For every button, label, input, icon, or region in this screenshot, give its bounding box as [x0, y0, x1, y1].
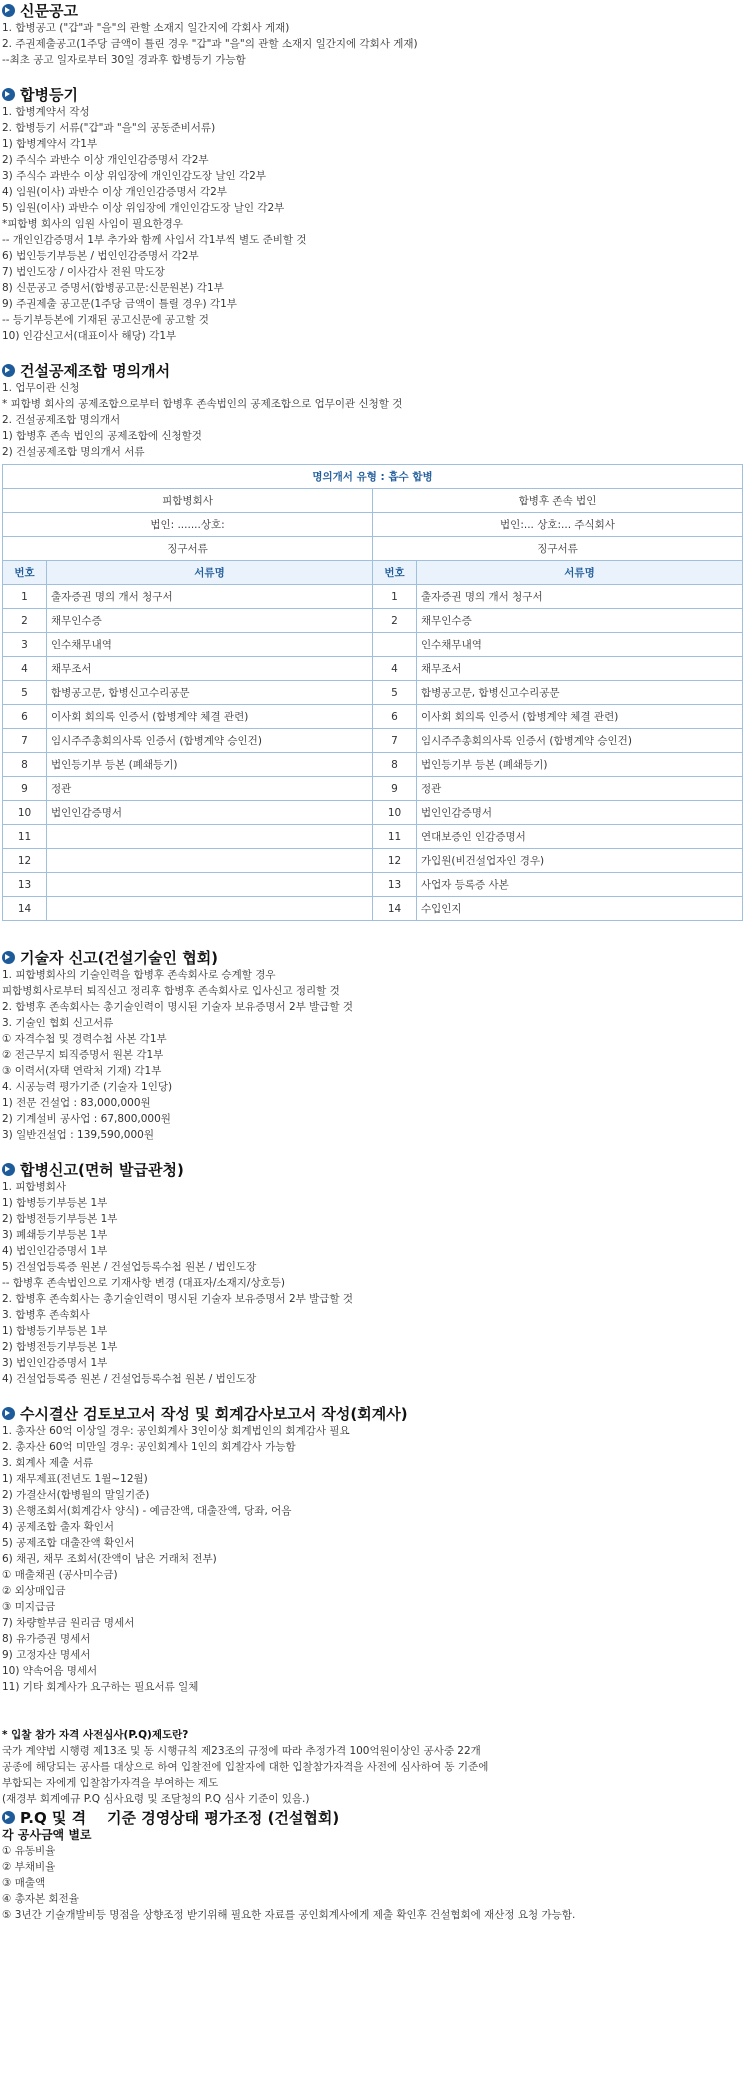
text-line: 4) 임원(이사) 과반수 이상 개인인감증명서 각2부 [2, 186, 227, 198]
row-number [373, 633, 417, 657]
text-line: 3. 기술인 협회 신고서류 [2, 1017, 114, 1029]
section-bullet-icon [2, 1163, 15, 1176]
section-heading-merger-report [2, 1159, 745, 1179]
row-number: 7 [373, 729, 417, 753]
text-line: 2) 기계설비 공사업 : 67,800,000원 [2, 1113, 171, 1125]
text-line: (재경부 회계예규 P.Q 심사요령 및 조달청의 P.Q 심사 기준이 있음.) [2, 1793, 310, 1805]
document-name: 정관 [417, 777, 743, 801]
row-number: 1 [373, 585, 417, 609]
section-title: 신문공고 [20, 1, 78, 20]
text-line: 10) 약속어음 명세서 [2, 1665, 98, 1677]
text-line: 1. 총자산 60억 이상일 경우: 공인회계사 3인이상 회계법인의 회계감사 필요 [2, 1425, 350, 1437]
text-line: 1. 피합병회사의 기술인력을 합병후 존속회사로 승계할 경우 [2, 969, 276, 981]
row-number: 12 [3, 849, 47, 873]
row-number: 6 [373, 705, 417, 729]
section-bullet-icon [2, 4, 15, 17]
table-row [3, 705, 743, 729]
document-name: 합병공고문, 합병신고수리공문 [417, 681, 743, 705]
text-line: 11) 기타 회계사가 요구하는 필요서류 일체 [2, 1681, 199, 1693]
row-number: 5 [373, 681, 417, 705]
section-title: 합병신고(면허 발급관청) [20, 1160, 184, 1179]
text-line: 1. 업무이관 신청 [2, 382, 80, 394]
table-row [3, 897, 743, 921]
row-number: 10 [3, 801, 47, 825]
row-number: 13 [3, 873, 47, 897]
text-line: 3) 은행조회서(회계감사 양식) - 예금잔액, 대출잔액, 당좌, 어음 [2, 1505, 292, 1517]
section-bullet-icon [2, 88, 15, 101]
text-line: 1. 합병공고 ("갑"과 "을"의 관할 소재지 일간지에 각회사 게재) [2, 22, 290, 34]
text-line: 1) 전문 건설업 : 83,000,000원 [2, 1097, 151, 1109]
section-subtitle: 각 공사금액 별로 [2, 1828, 92, 1842]
section-title: 수시결산 검토보고서 작성 및 회계감사보고서 작성(회계사) [20, 1404, 408, 1423]
text-line: 9) 고정자산 명세서 [2, 1649, 91, 1661]
row-number: 14 [373, 897, 417, 921]
row-number: 1 [3, 585, 47, 609]
section-heading-name-transfer [2, 360, 745, 380]
text-line: 6) 채권, 채무 조회서(잔액이 남은 거래처 전부) [2, 1553, 217, 1565]
text-line: 2) 합병전등기부등본 1부 [2, 1213, 118, 1225]
section-heading-audit-report [2, 1403, 745, 1423]
section-bullet-icon [2, 364, 15, 377]
section-title: 기술자 신고(건설기술인 협회) [20, 948, 219, 967]
right-company-header: 합병후 존속 법인 [373, 489, 743, 513]
table-row [3, 753, 743, 777]
document-name: 이사회 회의록 인증서 (합병계약 체결 관련) [47, 705, 373, 729]
table-row [3, 825, 743, 849]
row-number: 9 [3, 777, 47, 801]
document-name [47, 873, 373, 897]
text-line: ① 유동비율 [2, 1845, 56, 1857]
document-name [47, 897, 373, 921]
document-name: 채무조서 [417, 657, 743, 681]
text-line: 2. 합병등기 서류("갑"과 "을"의 공동준비서류) [2, 122, 216, 134]
document-name: 출자증권 명의 개서 청구서 [47, 585, 373, 609]
text-line: -- 등기부등본에 기재된 공고신문에 공고할 것 [2, 314, 209, 326]
text-line: 1) 합병등기부등본 1부 [2, 1325, 108, 1337]
text-line: *피합병 회사의 임원 사임이 필요한경우 [2, 218, 183, 230]
section-body [2, 20, 745, 68]
row-number: 6 [3, 705, 47, 729]
text-line: 2) 합병전등기부등본 1부 [2, 1341, 118, 1353]
row-number: 10 [373, 801, 417, 825]
left-entity: 법인: .......상호: [3, 513, 373, 537]
text-line: 8) 유가증권 명세서 [2, 1633, 91, 1645]
text-line: ③ 미지급금 [2, 1601, 56, 1613]
text-line: 3) 일반건설업 : 139,590,000원 [2, 1129, 154, 1141]
document-name: 합병공고문, 합병신고수리공문 [47, 681, 373, 705]
table-row [3, 873, 743, 897]
text-line: -- 합병후 존속법인으로 기재사항 변경 (대표자/소재지/상호등) [2, 1277, 285, 1289]
document-name: 가입원(비건설업자인 경우) [417, 849, 743, 873]
row-number: 13 [373, 873, 417, 897]
text-line: 부합되는 자에게 입찰참가자격을 부여하는 제도 [2, 1777, 219, 1789]
document-name: 채무조서 [47, 657, 373, 681]
section-heading-pq-evaluation [2, 1807, 745, 1827]
section-bullet-icon [2, 1407, 15, 1420]
text-line: 7) 법인도장 / 이사감사 전원 막도장 [2, 266, 165, 278]
row-number: 8 [373, 753, 417, 777]
text-line: 2. 합병후 존속회사는 총기술인력이 명시된 기술자 보유증명서 2부 발급할 것 [2, 1001, 354, 1013]
column-header-doc: 서류명 [417, 561, 743, 585]
document-name [47, 849, 373, 873]
document-name: 출자증권 명의 개서 청구서 [417, 585, 743, 609]
table-row [3, 849, 743, 873]
section-heading-technician-report [2, 947, 745, 967]
table-row [3, 681, 743, 705]
text-line: 5) 건설업등록증 원본 / 건설업등록수첩 원본 / 법인도장 [2, 1261, 257, 1273]
text-line: 4) 공제조합 출자 확인서 [2, 1521, 115, 1533]
text-line: 7) 차량할부금 원리금 명세서 [2, 1617, 135, 1629]
table-row [3, 729, 743, 753]
document-name: 이사회 회의록 인증서 (합병계약 체결 관련) [417, 705, 743, 729]
text-line: 2. 총자산 60억 미만일 경우: 공인회계사 1인의 회계감사 가능함 [2, 1441, 296, 1453]
row-number: 4 [3, 657, 47, 681]
right-required-docs: 징구서류 [373, 537, 743, 561]
document-name: 임시주주총회의사록 인증서 (합병계약 승인건) [417, 729, 743, 753]
left-company-header: 피합병회사 [3, 489, 373, 513]
row-number: 12 [373, 849, 417, 873]
section-title: 건설공제조합 명의개서 [20, 361, 171, 380]
row-number: 2 [373, 609, 417, 633]
text-line: 2. 합병후 존속회사는 총기술인력이 명시된 기술자 보유증명서 2부 발급할 것 [2, 1293, 354, 1305]
text-line: 10) 인감신고서(대표이사 해당) 각1부 [2, 330, 177, 342]
document-name: 정관 [47, 777, 373, 801]
section-body [2, 1179, 745, 1387]
section-heading-newspaper-notice [2, 0, 745, 20]
text-line: ③ 이력서(자택 연락처 기재) 각1부 [2, 1065, 162, 1077]
text-line: 3) 주식수 과반수 이상 위임장에 개인인감도장 날인 각2부 [2, 170, 266, 182]
table-row [3, 657, 743, 681]
table-row [3, 585, 743, 609]
text-line: * 피합병 회사의 공제조합으로부터 합병후 존속법인의 공제조합으로 업무이관 신청할 것 [2, 398, 403, 410]
document-name: 임시주주총회의사록 인증서 (합병계약 승인건) [47, 729, 373, 753]
text-line: -- 개인인감증명서 1부 추가와 함께 사임서 각1부씩 별도 준비할 것 [2, 234, 307, 246]
text-line: 공종에 해당되는 공사를 대상으로 하여 입찰전에 입찰자에 대한 입찰참가자격을 사전에 심사하여 동 기준에 [2, 1761, 489, 1773]
text-line: 2. 주권제출공고(1주당 금액이 틀린 경우 "갑"과 "을"의 관할 소재지 일간지에 각회사 게재) [2, 38, 418, 50]
row-number: 7 [3, 729, 47, 753]
text-line: 4. 시공능력 평가기준 (기술자 1인당) [2, 1081, 173, 1093]
document-name: 법인등기부 등본 (폐쇄등기) [417, 753, 743, 777]
text-line: 2) 건설공제조합 명의개서 서류 [2, 446, 145, 458]
text-line: 3. 합병후 존속회사 [2, 1309, 90, 1321]
row-number: 4 [373, 657, 417, 681]
text-line: ① 자격수첩 및 경력수첩 사본 각1부 [2, 1033, 167, 1045]
row-number: 8 [3, 753, 47, 777]
text-line: ④ 총자본 회전율 [2, 1893, 79, 1905]
document-name [47, 825, 373, 849]
row-number: 11 [3, 825, 47, 849]
text-line: 2) 주식수 과반수 이상 개인인감증명서 각2부 [2, 154, 209, 166]
table-row [3, 633, 743, 657]
text-line: 8) 신문공고 증명서(합병공고문:신문원본) 각1부 [2, 282, 224, 294]
document-name: 법인등기부 등본 (폐쇄등기) [47, 753, 373, 777]
text-line: 1) 합병후 존속 법인의 공제조합에 신청할것 [2, 430, 202, 442]
text-line: 3) 폐쇄등기부등본 1부 [2, 1229, 108, 1241]
text-line: 9) 주권제출 공고문(1주당 금액이 틀릴 경우) 각1부 [2, 298, 237, 310]
section-body [2, 104, 745, 344]
section-body [2, 1843, 745, 1923]
text-line: ③ 매출액 [2, 1877, 46, 1889]
text-line: 2) 가결산서(합병월의 말일기준) [2, 1489, 150, 1501]
text-line: 1. 합병계약서 작성 [2, 106, 90, 118]
text-line: ① 매출채권 (공사미수금) [2, 1569, 118, 1581]
document-name: 수입인지 [417, 897, 743, 921]
document-name: 채무인수증 [47, 609, 373, 633]
text-line: 1) 재무제표(전년도 1월~12월) [2, 1473, 148, 1485]
document-name: 법인인감증명서 [47, 801, 373, 825]
text-line: 4) 건설업등록증 원본 / 건설업등록수첩 원본 / 법인도장 [2, 1373, 257, 1385]
pq-definition-body [2, 1743, 745, 1807]
row-number: 2 [3, 609, 47, 633]
name-transfer-docs-table [2, 464, 743, 921]
document-name: 연대보증인 인감증명서 [417, 825, 743, 849]
section-body [2, 380, 745, 460]
text-line: 2. 건설공제조합 명의개서 [2, 414, 121, 426]
text-line: 5) 임원(이사) 과반수 이상 위임장에 개인인감도장 날인 각2부 [2, 202, 285, 214]
text-line: 피합병회사로부터 퇴직신고 정리후 합병후 존속회사로 입사신고 정리할 것 [2, 985, 340, 997]
document-name: 인수채무내역 [47, 633, 373, 657]
row-number: 5 [3, 681, 47, 705]
text-line: ② 외상매입금 [2, 1585, 66, 1597]
document-name: 사업자 등록증 사본 [417, 873, 743, 897]
column-header-no: 번호 [373, 561, 417, 585]
section-body [2, 967, 745, 1143]
document-name: 인수채무내역 [417, 633, 743, 657]
column-header-no: 번호 [3, 561, 47, 585]
left-required-docs: 징구서류 [3, 537, 373, 561]
text-line: 3) 법인인감증명서 1부 [2, 1357, 108, 1369]
text-line: 1) 합병등기부등본 1부 [2, 1197, 108, 1209]
table-row [3, 777, 743, 801]
row-number: 14 [3, 897, 47, 921]
pq-definition-title: * 입찰 참가 자격 사전심사(P.Q)제도란? [2, 1729, 189, 1741]
row-number: 9 [373, 777, 417, 801]
text-line: --최초 공고 일자로부터 30일 경과후 합병등기 가능함 [2, 54, 246, 66]
text-line: 3. 회계사 제출 서류 [2, 1457, 94, 1469]
section-body [2, 1423, 745, 1695]
text-line: 6) 법인등기부등본 / 법인인감증명서 각2부 [2, 250, 199, 262]
table-row [3, 609, 743, 633]
text-line: 1) 합병계약서 각1부 [2, 138, 98, 150]
text-line: ② 전근무지 퇴직증명서 원본 각1부 [2, 1049, 164, 1061]
row-number: 11 [373, 825, 417, 849]
text-line: ② 부채비율 [2, 1861, 56, 1873]
row-number: 3 [3, 633, 47, 657]
text-line: 1. 피합병회사 [2, 1181, 67, 1193]
section-title: 합병등기 [20, 85, 78, 104]
table-row [3, 801, 743, 825]
text-line: 국가 계약법 시행령 제13조 및 동 시행규칙 제23조의 규정에 따라 추정가격 100억원이상인 공사중 22개 [2, 1745, 481, 1757]
section-bullet-icon [2, 1811, 15, 1824]
section-title: P.Q 및 격 기준 경영상태 평가조정 (건설협회) [20, 1808, 340, 1827]
document-name: 채무인수증 [417, 609, 743, 633]
table-title: 명의개서 유형 : 흡수 합병 [3, 465, 743, 489]
text-line: ⑤ 3년간 기술개발비등 명점을 상향조정 받기위해 필요한 자료를 공인회계사에게 제출 확인후 건설협회에 재산정 요청 가능함. [2, 1909, 576, 1921]
right-entity: 법인:... 상호:... 주식회사 [373, 513, 743, 537]
text-line: 5) 공제조합 대출잔액 확인서 [2, 1537, 135, 1549]
column-header-doc: 서류명 [47, 561, 373, 585]
text-line: 4) 법인인감증명서 1부 [2, 1245, 108, 1257]
document-name: 법인인감증명서 [417, 801, 743, 825]
section-bullet-icon [2, 951, 15, 964]
section-heading-merger-registration [2, 84, 745, 104]
